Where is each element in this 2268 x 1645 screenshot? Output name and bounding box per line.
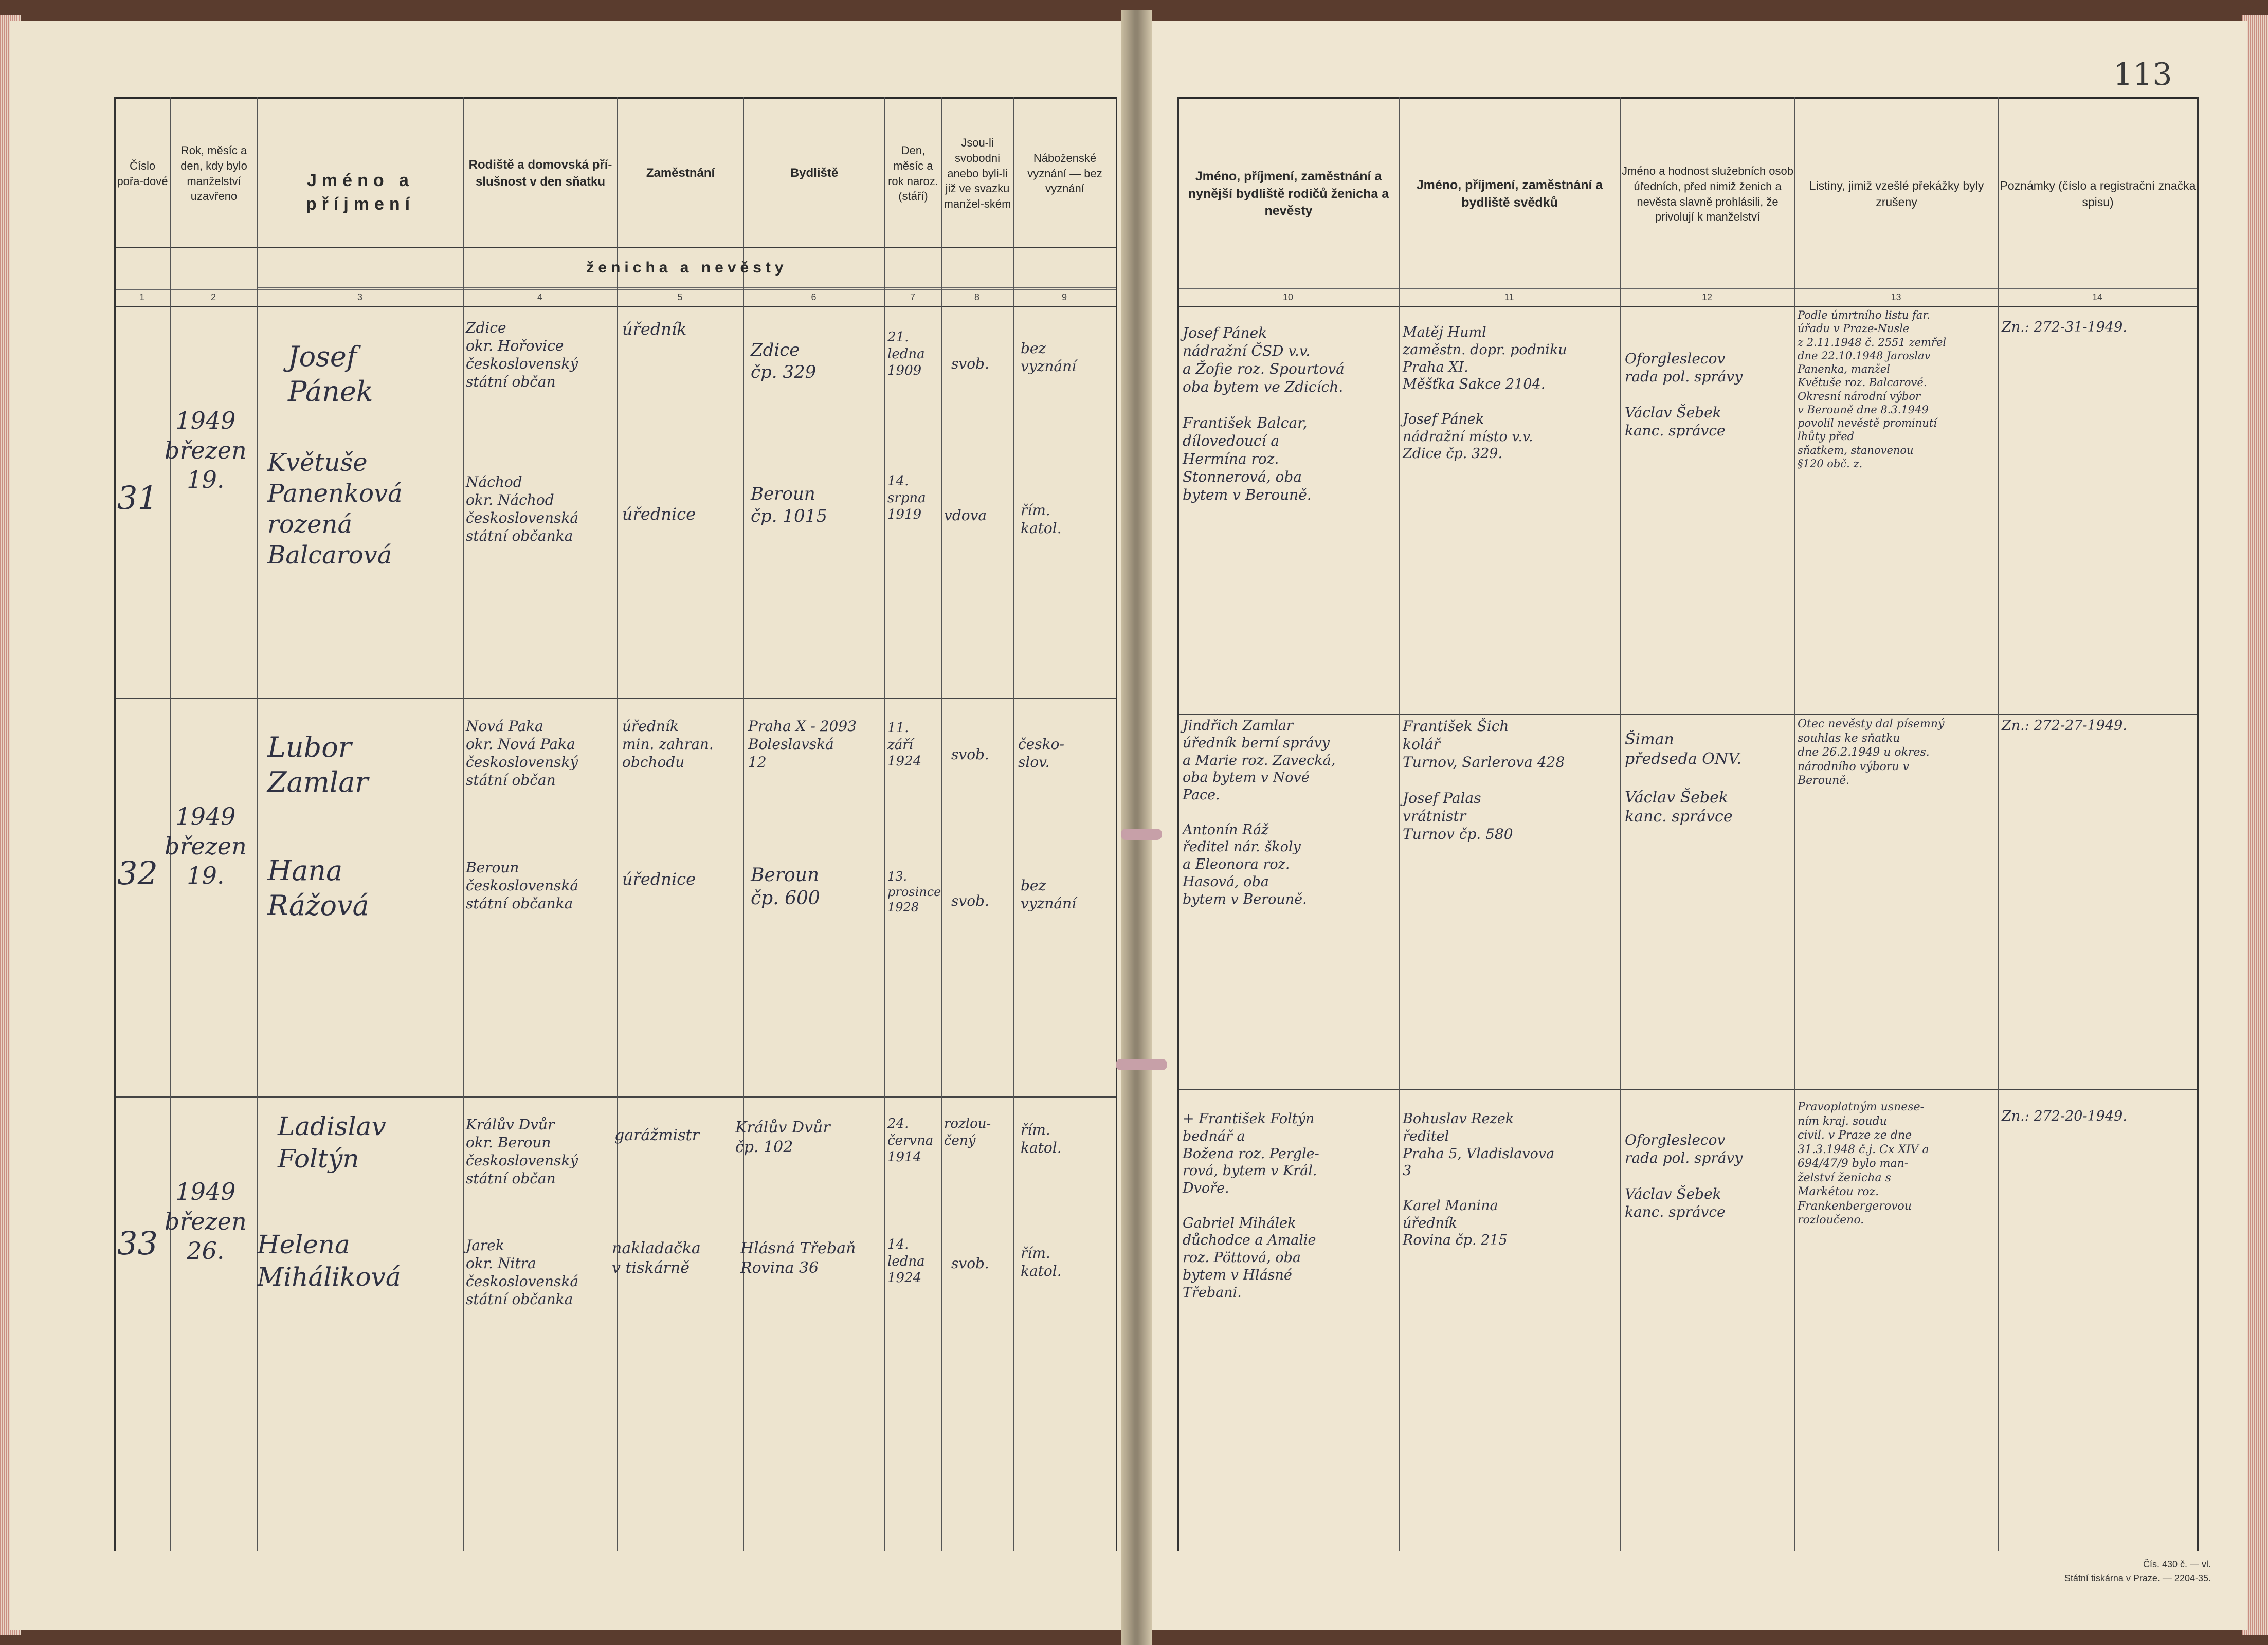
bride-name: Květuše Panenková rozená Balcarová [267,448,403,570]
officials: Oforgleslecov rada pol. správy Václav Šebek kanc. správce [1625,350,1743,439]
header-span-groom-bride: ženicha a nevěsty [586,259,788,276]
groom-residence: Králův Dvůr čp. 102 [735,1119,830,1156]
groom-residence: Zdice čp. 329 [751,340,817,382]
documents: Otec nevěsty dal písemný souhlas ke sňatku dne 26.2.1949 u okres. národního výboru v Berouně. [1798,718,1945,787]
entry-number: 31 [117,479,158,517]
groom-birthdate: 11. září 1924 [887,720,922,769]
header-witnesses: Jméno, příjmení, zaměstnání a bydliště svědků [1416,177,1603,210]
bride-status: svob. [951,1255,989,1272]
bride-birthplace: Náchod okr. Náchod československá státní občanka [466,473,579,544]
printer-imprint: Čís. 430 č. — vl. Státní tiskárna v Praze. — 2204-35. [2064,1559,2211,1583]
header-name: Jméno a příjmení [305,171,415,214]
header-date-married: Rok, měsíc a den, kdy bylo manželství uzavřeno [180,144,247,203]
officials: Oforgleslecov rada pol. správy Václav Šebek kanc. správce [1625,1131,1743,1220]
page-number: 113 [2113,57,2172,93]
header-religion: Náboženské vyznání — bez vyznání [1027,151,1102,195]
officials: Šiman předseda ONV. Václav Šebek kanc. správce [1625,730,1742,826]
groom-religion: řím. katol. [1021,1121,1062,1156]
notes: Zn.: 272-20-1949. [2002,1108,2127,1124]
col-number: 13 [1891,292,1901,302]
entry-date: 1949 březen 19. [165,407,247,494]
groom-status: rozlou- čený [944,1116,991,1148]
groom-religion: bez vyznání [1021,340,1077,375]
groom-name: Ladislav Foltýn [278,1111,386,1174]
entry-number: 32 [117,854,158,892]
col-number: 4 [537,292,542,302]
bride-religion: řím. katol. [1021,1245,1062,1280]
header-birthdate: Den, měsíc a rok naroz. (stáří) [888,144,938,203]
col-number: 9 [1061,292,1067,302]
bride-religion: bez vyznání [1021,877,1077,912]
documents: Pravoplatným usnese- ním kraj. soudu civil. v Praze ze dne 31.3.1948 č.j. Cx XIV a 694/47/9 bylo man- želství ženicha s Markétou roz. Frankenbergerovou rozloučeno. [1798,1101,1929,1227]
groom-occupation: úředník [622,319,687,339]
header-poradove: Číslo pořa-dové [117,159,168,188]
header-residence: Bydliště [790,166,839,180]
documents: Podle úmrtního listu far. úřadu v Praze-Nusle z 2.11.1948 č. 2551 zemřel dne 22.10.1948 Jaroslav Panenka, manžel Květuše roz. Balcarové. Okresní národní výbor v Berouně dne 8.3.1949 povolil nevěstě prominutí lhůty před sňatkem, stanovenou §120 obč. z. [1798,309,1947,470]
bride-occupation: úřednice [622,869,696,889]
entry-date: 1949 březen 26. [165,1178,247,1265]
bride-birthplace: Beroun československá státní občanka [466,859,579,912]
col-number: 8 [974,292,979,302]
bride-status: svob. [951,892,989,909]
col-number: 1 [139,292,144,302]
bride-birthdate: 14. srpna 1919 [887,473,926,522]
parents: + František Foltýn bednář a Božena roz. Pergle- rová, bytem v Král. Dvoře. Gabriel Mihálek důchodce a Amalie roz. Pöttová, oba bytem v Hlásné Třebani. [1183,1111,1319,1301]
groom-occupation: úředník min. zahran. obchodu [622,718,714,771]
bride-name: Helena Miháliková [257,1230,401,1292]
header-occupation: Zaměstnání [646,166,715,180]
parents: Jindřich Zamlar úředník berní správy a Marie roz. Zavecká, oba bytem v Nové Pace. Antonín Ráž ředitel nár. školy a Eleonora roz. Hasová, oba bytem v Berouně. [1183,718,1336,907]
bride-occupation: úřednice [622,504,696,524]
groom-birthplace: Nová Paka okr. Nová Paka československý státní občan [466,718,578,789]
bride-residence: Hlásná Třebaň Rovina 36 [740,1239,856,1277]
header-officials: Jméno a hodnost služebních osob úředních, před nimiž ženich a nevěsta slavně prohlásili, že privolují k manželství [1622,164,1793,224]
book-spine [1121,10,1152,1645]
header-parents: Jméno, příjmení, zaměstnání a nynější bydliště rodičů ženicha a nevěsty [1188,169,1389,218]
parents: Josef Pánek nádražní ČSD v.v. a Žofie roz. Spourtová oba bytem ve Zdicích. František Balcar, dílovedoucí a Hermína roz. Stonnerová, oba bytem v Berouně. [1183,324,1345,503]
groom-birthplace: Zdice okr. Hořovice československý státní občan [466,319,578,390]
header-documents: Listiny, jimiž vzešlé překážky byly zrušeny [1809,179,1984,209]
witnesses: František Šich kolář Turnov, Sarlerova 428 Josef Palas vrátnistr Turnov čp. 580 [1403,718,1565,843]
groom-name: Josef Pánek [288,340,373,408]
groom-religion: česko- slov. [1018,736,1064,771]
bride-religion: řím. katol. [1021,502,1062,537]
groom-birthdate: 21. ledna 1909 [887,330,925,378]
entry-date: 1949 březen 19. [165,802,247,889]
groom-name: Lubor Zamlar [267,731,369,798]
bride-birthdate: 14. ledna 1924 [887,1237,925,1286]
col-number: 11 [1504,292,1514,302]
bride-residence: Beroun čp. 600 [751,865,820,909]
groom-status: svob. [951,746,989,763]
header-notes: Poznámky (číslo a registrační značka spisu) [2000,179,2196,209]
bride-birthdate: 13. prosince 1928 [887,869,941,915]
col-number: 14 [2092,292,2103,302]
header-marital-status: Jsou-li svobodni anebo byli-li již ve svazku manžel-ském [944,136,1011,211]
groom-residence: Praha X - 2093 Boleslavská 12 [748,718,857,771]
col-number: 6 [811,292,817,302]
col-number: 7 [910,292,915,302]
groom-occupation: garážmistr [614,1126,699,1144]
bride-residence: Beroun čp. 1015 [751,484,827,526]
col-number: 5 [677,292,683,302]
binding-thread-top [1121,829,1162,840]
col-number: 10 [1282,292,1294,302]
notes: Zn.: 272-27-1949. [2002,718,2127,734]
binding-thread-bottom [1116,1059,1167,1070]
groom-birthdate: 24. června 1914 [887,1116,934,1165]
witnesses: Matěj Huml zaměstn. dopr. podniku Praha XI. Měšťka Sakce 2104. Josef Pánek nádražní místo v.v. Zdice čp. 329. [1403,324,1567,462]
bride-birthplace: Jarek okr. Nitra československá státní občanka [466,1237,579,1308]
groom-birthplace: Králův Dvůr okr. Beroun československý státní občan [466,1116,578,1187]
notes: Zn.: 272-31-1949. [2002,319,2127,335]
header-birthplace: Rodiště a domovská pří-slušnost v den sňatku [468,158,612,189]
groom-status: svob. [951,355,989,372]
col-number: 3 [357,292,362,302]
bride-occupation: nakladačka v tiskárně [612,1239,701,1277]
entry-number: 33 [117,1224,158,1262]
bride-status: vdova [944,507,987,524]
col-number: 12 [1701,292,1713,302]
col-number: 2 [210,292,216,302]
bride-name: Hana Rážová [267,854,369,922]
witnesses: Bohuslav Rezek ředitel Praha 5, Vladislavova 3 Karel Manina úředník Rovina čp. 215 [1403,1111,1555,1249]
